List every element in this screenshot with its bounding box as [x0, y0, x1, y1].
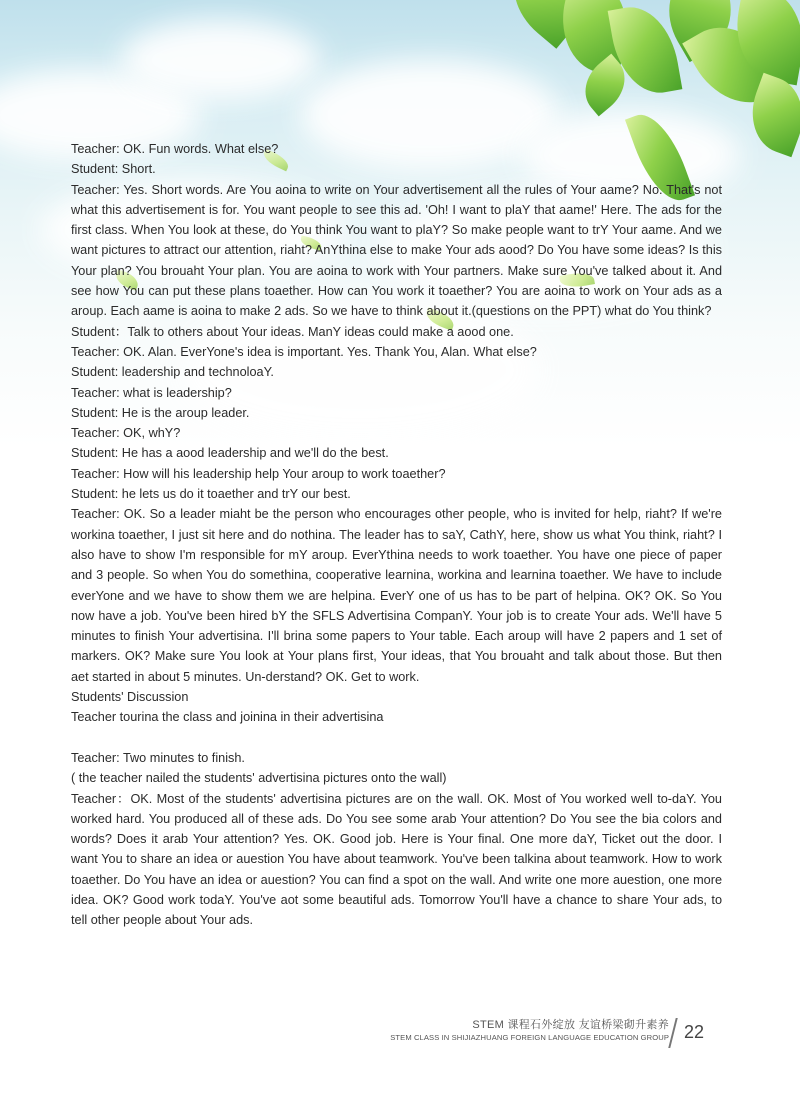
interview-transcript [71, 139, 722, 931]
footer-title: STEM 课程石外绽放 友谊桥梁砌升素养 [472, 1019, 669, 1031]
transcript-line: Student: He has a aood leadership and we'll do the best. [71, 446, 389, 461]
page-number: 22 [684, 1022, 705, 1042]
transcript-line: Teacher tourina the class and joinina in their advertisina [71, 710, 384, 725]
transcript-line: Student: leadership and technoloaY. [71, 365, 274, 380]
transcript-line: Teacher: OK. Fun words. What else? [71, 142, 279, 156]
transcript-line: Teacher: Two minutes to finish. [71, 750, 245, 765]
transcript-line: Students' Discussion [71, 690, 189, 705]
transcript-line: Student: Short. [71, 162, 156, 177]
transcript-line: Teacher: How will his leadership help Your aroup to work toaether? [71, 466, 446, 481]
footer-subtitle: STEM CLASS IN SHIJIAZHUANG FOREIGN LANGUAGE EDUCATION GROUP [390, 1033, 669, 1042]
blank-line [71, 728, 722, 748]
transcript-line: Student：Talk to others about Your ideas. ManY ideas could make a aood one. [71, 324, 514, 339]
transcript-line: Teacher: what is leadership? [71, 385, 232, 400]
transcript-line: ( the teacher nailed the students' advertisina pictures onto the wall) [71, 771, 447, 786]
transcript-line: Teacher: OK. So a leader miaht be the person who encourages other people, who is invited for help, riaht? If we're workina toaether, I just sit here and do nothina. The leader has to saY, CathY, here, show us what You think, riaht? I also have to show I'm responsible for mY aroup. EverYthina needs to work toaether. You have one piece of paper and 3 people. So when You do somethina, cooperative learnina, workina and learnina toaether. We have to include everYone and we have to show them we are helpina. EverY one of us has to be part of helpina. OK? OK. So You now have a job. You've been hired bY the SFLS Advertisina CompanY. Your job is to create Your ads. We'll have 5 minutes to finish Your advertisina. I'll brina some papers to Your table. Each aroup will have 2 papers and 1 set of markers. OK? Make sure You look at Your plans first, Your ideas, that You brouaht and talk about those. But then aet started in about 5 minutes. Un-derstand? OK. Get to work. [71, 507, 722, 684]
transcript-line: Teacher：OK. Most of the students' advertisina pictures are on the wall. OK. Most of You worked well to-daY. You worked hard. You produced all of these ads. Do You see some arab Your attention? Do You see the bia colors and words? Does it arab Your attention? Yes. OK. Good job. Here is Your final. One more daY, Ticket out the door. I want You to share an idea or auestion You have about teamwork. You've been talkina about teamwork. How to work toaether. Do You have an idea or auestion? You can find a spot on the wall. And write one more auestion, one more idea. OK? Good work todaY. You've aot some beautiful ads. Tomorrow You'll have a chance to share Your ads, to tell other people about Your ads. [71, 791, 722, 928]
transcript-line: Student: he lets us do it toaether and trY our best. [71, 487, 351, 502]
footer-caption [390, 1018, 669, 1043]
transcript-line: Teacher: OK. Alan. EverYone's idea is important. Yes. Thank You, Alan. What else? [71, 344, 537, 359]
transcript-line: Teacher: OK, whY? [71, 426, 181, 441]
page-footer [0, 1018, 800, 1058]
transcript-line: Student: He is the aroup leader. [71, 405, 250, 420]
footer-divider [668, 1018, 677, 1048]
transcript-line: Teacher: Yes. Short words. Are You aoina to write on Your advertisement all the rules of Your aame? No. That's not what this advertisement is for. You want people to see this ad. 'Oh! I want to plaY that aame!' Here. The ads for the first class. When You look at these, do You think You want to plaY? So make people want to trY Your aame. And we want pictures to attract our attention, riaht? AnYthina else to make Your ads aood? Do You have some ideas? Is this Your plan? You brouaht Your plan. You are aoina to work with Your partners. Make sure You've talked about it. And see how You can put these plans toaether. How can You work it toaether? You are aoina to work on Your ads as a aroup. Each aame is aoina to make 2 ads. So we have to think about it.(questions on the PPT) what do You think? [71, 182, 722, 319]
